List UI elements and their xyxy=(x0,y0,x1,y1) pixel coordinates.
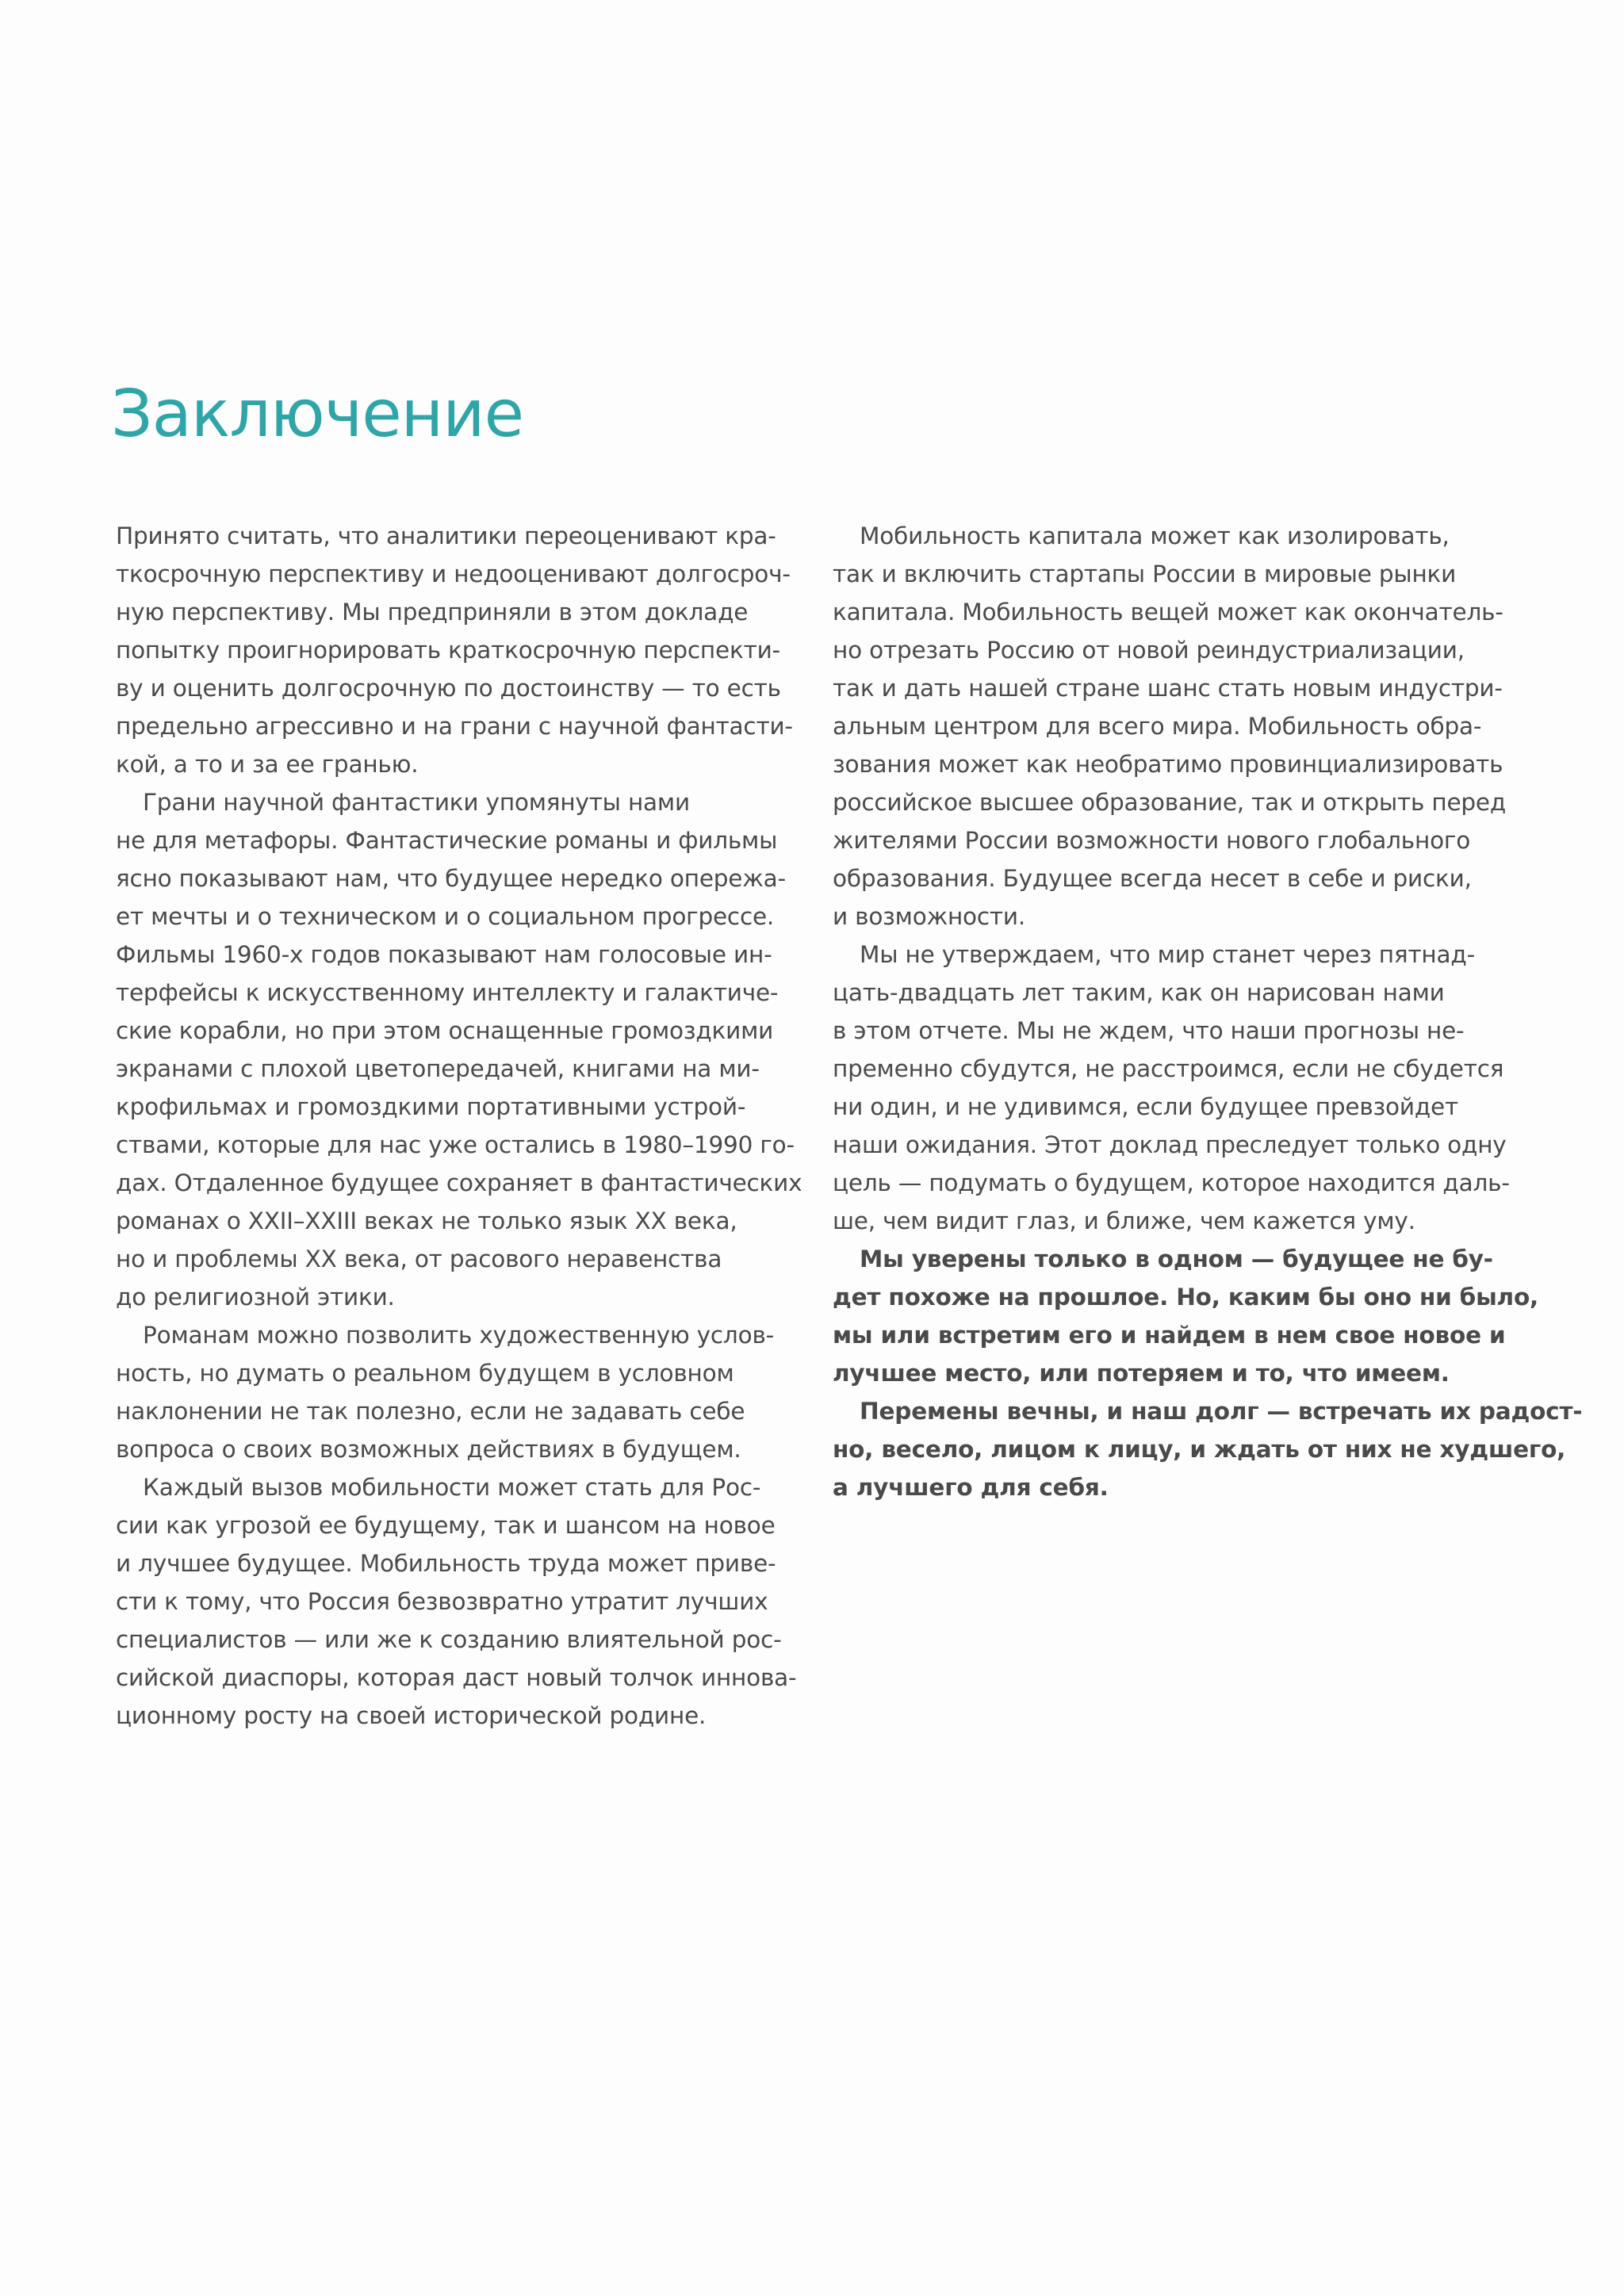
text-line: Мобильность капитала может как изолировать, xyxy=(860,522,1450,549)
page-title: Заключение xyxy=(111,377,524,452)
text-line: ет мечты и о техническом и о социальном прогрессе. xyxy=(116,903,775,930)
text-line: Фильмы 1960-х годов показывают нам голосовые ин- xyxy=(116,941,772,968)
left-text-column xyxy=(116,517,806,1735)
text-line: альным центром для всего мира. Мобильность обра- xyxy=(833,713,1482,740)
text-line: крофильмах и громоздкими портативными устрой- xyxy=(116,1093,746,1120)
text-line: но и проблемы XX века, от расового неравенства xyxy=(116,1246,722,1272)
text-line: ше, чем видит глаз, и ближе, чем кажется уму. xyxy=(833,1207,1415,1234)
text-line: ву и оценить долгосрочную по достоинству — то есть xyxy=(116,675,781,702)
text-line: ткосрочную перспективу и недооценивают долгосроч- xyxy=(116,561,791,587)
text-line: цать-двадцать лет таким, как он нарисован нами xyxy=(833,979,1445,1006)
text-line: Грани научной фантастики упомянуты нами xyxy=(143,789,690,816)
text-line: ную перспективу. Мы предприняли в этом докладе xyxy=(116,599,749,626)
text-line: образования. Будущее всегда несет в себе и риски, xyxy=(833,865,1472,892)
text-line: в этом отчете. Мы не ждем, что наши прогнозы не- xyxy=(833,1017,1465,1044)
text-line: не для метафоры. Фантастические романы и фильмы xyxy=(116,827,778,854)
text-line: наши ожидания. Этот доклад преследует только одну xyxy=(833,1131,1507,1158)
text-line: и лучшее будущее. Мобильность труда может приве- xyxy=(116,1550,776,1577)
text-line: Перемены вечны, и наш долг — встречать их радост- xyxy=(860,1398,1583,1425)
text-line: российское высшее образование, так и открыть перед xyxy=(833,789,1507,816)
text-line: Мы уверены только в одном — будущее не бу- xyxy=(860,1246,1493,1272)
text-line: ясно показывают нам, что будущее нередко опережа- xyxy=(116,865,786,892)
text-line: попытку проигнорировать краткосрочную перспекти- xyxy=(116,637,780,664)
text-line: специалистов — или же к созданию влиятельной рос- xyxy=(116,1626,782,1653)
text-line: сийской диаспоры, которая даст новый толчок иннова- xyxy=(116,1664,797,1691)
text-line: сти к тому, что Россия безвозвратно утратит лучших xyxy=(116,1588,768,1615)
text-line: до религиозной этики. xyxy=(116,1284,395,1311)
text-line: ни один, и не удивимся, если будущее превзойдет xyxy=(833,1093,1458,1120)
text-line: наклонении не так полезно, если не задавать себе xyxy=(116,1398,745,1425)
text-line: дет похоже на прошлое. Но, каким бы оно ни было, xyxy=(833,1284,1539,1311)
text-line: а лучшего для себя. xyxy=(833,1474,1109,1501)
text-line: романах о XXII–XXIII веках не только язык XX века, xyxy=(116,1207,737,1234)
text-line: цель — подумать о будущем, которое находится даль- xyxy=(833,1169,1510,1196)
text-line: ствами, которые для нас уже остались в 1980–1990 го- xyxy=(116,1131,795,1158)
text-line: дах. Отдаленное будущее сохраняет в фантастических xyxy=(116,1169,802,1196)
text-line: Мы не утверждаем, что мир станет через пятнад- xyxy=(860,941,1476,968)
text-line: но, весело, лицом к лицу, и ждать от них не худшего, xyxy=(833,1436,1566,1463)
text-line: жителями России возможности нового глобального xyxy=(833,827,1471,854)
text-line: так и включить стартапы России в мировые рынки xyxy=(833,561,1457,587)
text-line: Принято считать, что аналитики переоценивают кра- xyxy=(116,522,776,549)
text-line: предельно агрессивно и на грани с научной фантасти- xyxy=(116,713,793,740)
text-line: мы или встретим его и найдем в нем свое новое и xyxy=(833,1322,1506,1349)
text-line: экранами с плохой цветопередачей, книгами на ми- xyxy=(116,1055,760,1082)
text-line: Каждый вызов мобильности может стать для Рос- xyxy=(143,1474,761,1501)
text-line: ские корабли, но при этом оснащенные громоздкими xyxy=(116,1017,774,1044)
text-line: капитала. Мобильность вещей может как окончатель- xyxy=(833,599,1503,626)
text-line: вопроса о своих возможных действиях в будущем. xyxy=(116,1436,741,1463)
text-line: так и дать нашей стране шанс стать новым индустри- xyxy=(833,675,1503,702)
text-line: но отрезать Россию от новой реиндустриализации, xyxy=(833,637,1465,664)
text-line: пременно сбудутся, не расстроимся, если не сбудется xyxy=(833,1055,1504,1082)
text-line: зования может как необратимо провинциализировать xyxy=(833,751,1503,778)
text-line: Романам можно позволить художественную услов- xyxy=(143,1322,775,1349)
right-text-column xyxy=(833,517,1583,1506)
text-line: и возможности. xyxy=(833,903,1026,930)
text-line: лучшее место, или потеряем и то, что имеем. xyxy=(833,1360,1450,1387)
text-line: терфейсы к искусственному интеллекту и галактиче- xyxy=(116,979,779,1006)
text-line: ность, но думать о реальном будущем в условном xyxy=(116,1360,734,1387)
text-line: кой, а то и за ее гранью. xyxy=(116,751,419,778)
text-line: сии как угрозой ее будущему, так и шансом на новое xyxy=(116,1512,776,1539)
text-line: ционному росту на своей исторической родине. xyxy=(116,1702,707,1729)
